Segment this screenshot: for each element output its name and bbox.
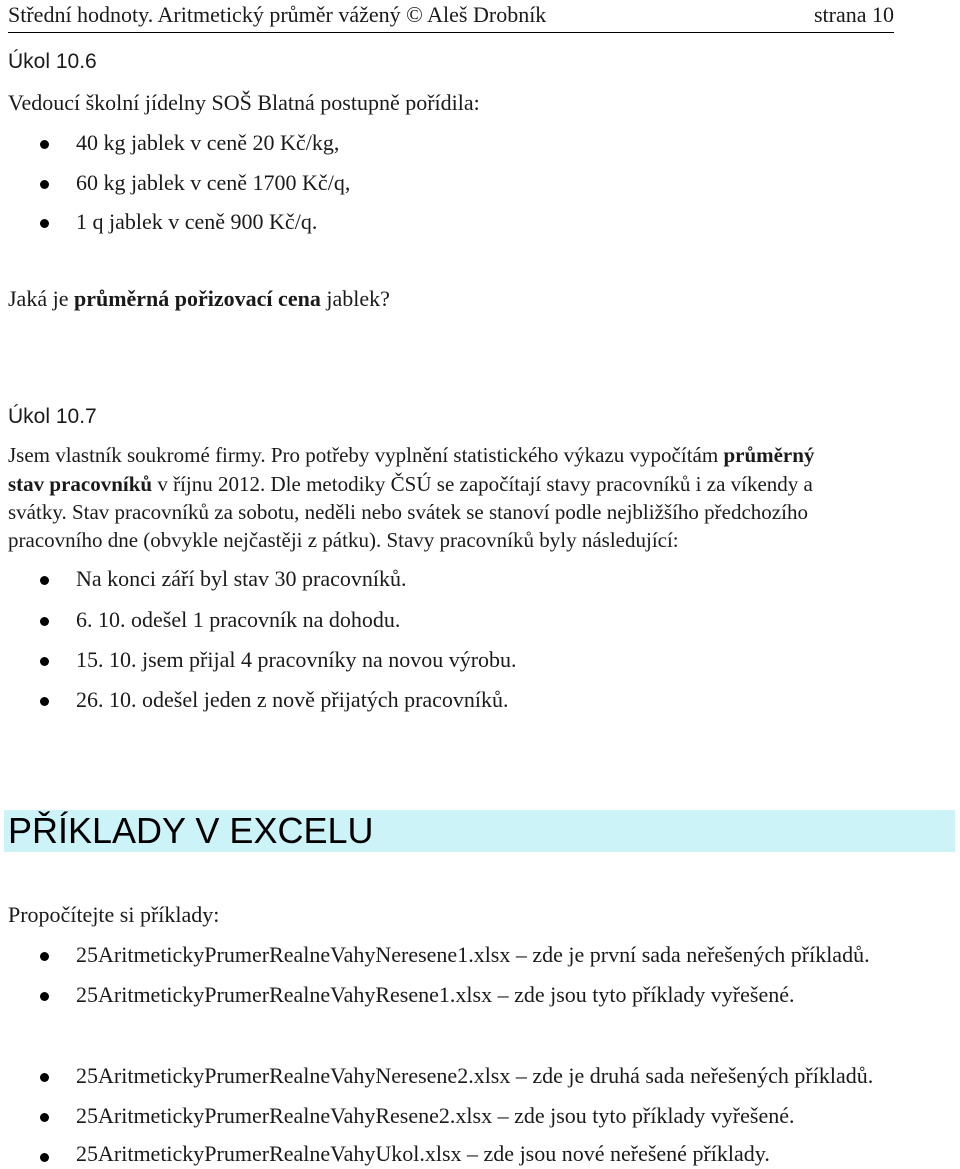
list-item: 40 kg jablek v ceně 20 Kč/kg, xyxy=(76,130,340,155)
list-item: Na konci září byl stav 30 pracovníků. xyxy=(76,566,407,591)
file-link: 25AritmetickyPrumerRealneVahyResene2.xlsx – zde jsou tyto příklady vyřešené. xyxy=(76,1103,795,1128)
task-10-6-question xyxy=(8,286,390,312)
bullet-icon xyxy=(40,992,49,1001)
bullet-icon xyxy=(40,140,49,149)
bullet-icon xyxy=(40,1113,49,1122)
list-item: 60 kg jablek v ceně 1700 Kč/q, xyxy=(76,170,351,195)
bullet-icon xyxy=(40,180,49,189)
section-heading: PŘÍKLADY V EXCELU xyxy=(8,810,374,851)
file-link: 25AritmetickyPrumerRealneVahyNeresene2.xlsx – zde je druhá sada neřešených příkladů. xyxy=(76,1063,874,1088)
task-10-7-line-3: svátky. Stav pracovníků za sobotu, neděli nebo svátek se stanoví podle nejbližšího předchozího xyxy=(8,500,808,524)
task-10-7-line-1 xyxy=(8,441,952,470)
file-link: 25AritmetickyPrumerRealneVahyNeresene1.xlsx – zde je první sada neřešených příkladů. xyxy=(76,942,870,967)
page-header xyxy=(8,2,894,28)
task-10-7-line-2 xyxy=(8,470,952,499)
paragraph-text: v říjnu 2012. Dle metodiky ČSÚ se započítají stavy pracovníků i za víkendy a xyxy=(152,472,813,496)
file-link: 25AritmetickyPrumerRealneVahyUkol.xlsx – zde jsou nové neřešené příklady. xyxy=(76,1141,770,1166)
task-10-7-title: Úkol 10.7 xyxy=(8,405,97,428)
bullet-icon xyxy=(40,697,49,706)
paragraph-bold: stav pracovníků xyxy=(8,472,153,496)
bullet-icon xyxy=(40,576,49,585)
bullet-icon xyxy=(40,1153,49,1162)
question-text: Jaká je xyxy=(8,286,74,311)
paragraph-bold: průměrný xyxy=(723,443,815,467)
section-heading-banner xyxy=(4,810,955,852)
list-item: 1 q jablek v ceně 900 Kč/q. xyxy=(76,209,318,234)
task-10-6-intro: Vedoucí školní jídelny SOŠ Blatná postupně pořídila: xyxy=(8,90,480,115)
question-bold: průměrná pořizovací cena xyxy=(73,286,321,311)
excel-intro: Propočítejte si příklady: xyxy=(8,902,220,927)
list-item: 26. 10. odešel jeden z nově přijatých pracovníků. xyxy=(76,687,509,712)
header-title: Střední hodnoty. Aritmetický průměr vážený © Aleš Drobník xyxy=(8,2,547,27)
bullet-icon xyxy=(40,952,49,961)
list-item: 6. 10. odešel 1 pracovník na dohodu. xyxy=(76,607,401,632)
bullet-icon xyxy=(40,219,49,228)
list-item: 15. 10. jsem přijal 4 pracovníky na novou výrobu. xyxy=(76,647,517,672)
paragraph-text: Jsem vlastník soukromé firmy. Pro potřeby vyplnění statistického výkazu vypočítám xyxy=(8,443,724,467)
header-divider xyxy=(8,32,894,33)
question-text-end: jablek? xyxy=(320,286,390,311)
task-10-7-line-4: pracovního dne (obvykle nejčastěji z pátku). Stavy pracovníků byly následující: xyxy=(8,528,679,552)
bullet-icon xyxy=(40,1073,49,1082)
file-link: 25AritmetickyPrumerRealneVahyResene1.xlsx – zde jsou tyto příklady vyřešené. xyxy=(76,982,795,1007)
bullet-icon xyxy=(40,617,49,626)
page-number: strana 10 xyxy=(813,2,894,27)
task-10-6-title: Úkol 10.6 xyxy=(8,50,97,73)
bullet-icon xyxy=(40,657,49,666)
